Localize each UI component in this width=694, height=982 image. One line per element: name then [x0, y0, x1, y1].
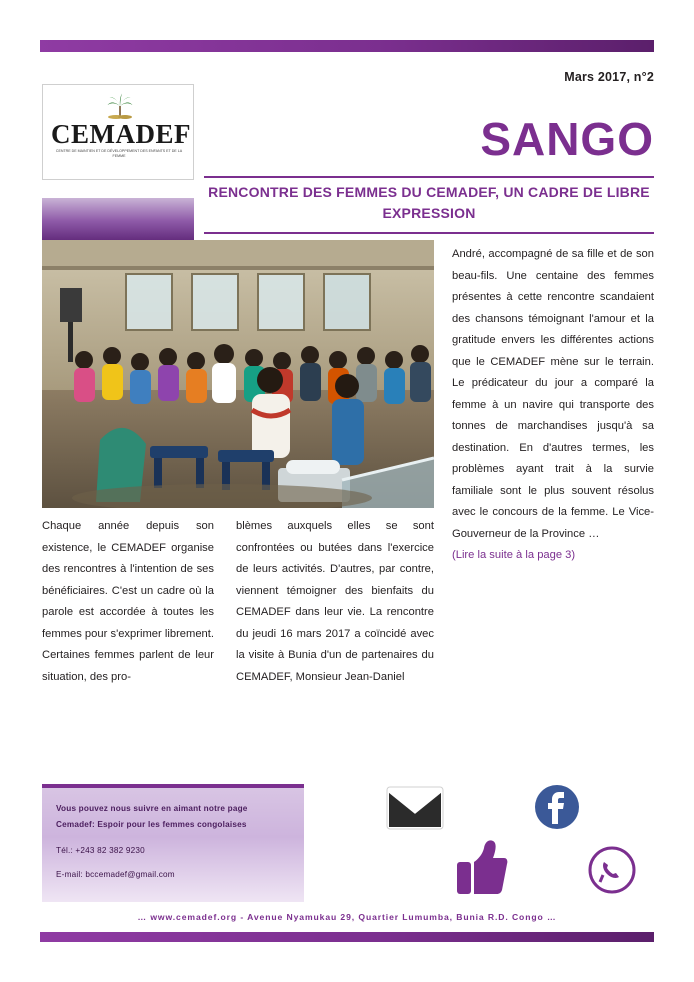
facebook-icon[interactable] [534, 784, 580, 830]
logo-artwork [43, 85, 194, 180]
follow-line-1: Vous pouvez nous suivre en aimant notre page [56, 804, 248, 813]
cemadef-logo [42, 84, 194, 180]
article-photo [42, 240, 434, 508]
phone-number: Tél.: +243 82 382 9230 [56, 846, 145, 855]
whatsapp-icon[interactable] [588, 846, 636, 894]
top-decorative-bar [40, 40, 654, 52]
contact-box-accent [42, 784, 304, 788]
article-column-1: Chaque année depuis son existence, le CEMADEF organise des rencontres à l'intention de ses bénéficiaires. C'est un cadre où la parole est accordée à toutes les femmes pour s'exprimer librement. Certaines femmes parlent de leur situation, des pro- [42, 520, 214, 683]
follow-line-2: Cemadef: Espoir pour les femmes congolaises [56, 820, 247, 829]
photo-illustration [42, 240, 434, 508]
logo-wordmark: CEMADEF [51, 119, 191, 149]
thumbs-up-icon[interactable] [456, 838, 508, 896]
email-address[interactable]: E-mail: bccemadef@gmail.com [56, 870, 175, 879]
continuation-link[interactable]: (Lire la suite à la page 3) [452, 549, 576, 561]
headline-rule-bottom [204, 232, 654, 234]
article-headline: RENCONTRE DES FEMMES DU CEMADEF, UN CADRE DE LIBRE EXPRESSION [208, 184, 650, 221]
logo-tagline: CENTRE DE MAINTIEN ET DE DÉVELOPPEMENT DES ENFANTS ET DE LA FEMME [55, 149, 183, 158]
article-column-3-text: André, accompagné de sa fille et de son beau-fils. Une centaine des femmes présentes à cette rencontre scandaient des chansons témoignant l'amour et la gratitude envers les différentes actions que le CEMADEF mène sur le terrain. Le prédicateur du jour a comparé la femme à un navire qui transporte des tonnes de marchandises jusqu'à sa destination. En d'autres termes, les problèmes ayant trait à la survie familiale sont le plus souvent résolus avec le concours de la femme. Le Vice-Gouverneur de la Province … [452, 248, 654, 540]
palm-tree-icon [105, 91, 135, 121]
article-column-2: blèmes auxquels elles se sont confrontées ou butées dans l'exercice de leurs activités. D'autres, par contre, viennent témoigner des bienfaits du CEMADEF dans leur vie. La rencontre du jeudi 16 mars 2017 a coïncidé avec la visite à Bunia d'un de partenaires du CEMADEF, Monsieur Jean-Daniel [236, 520, 434, 683]
masthead-title: SANGO [480, 113, 654, 165]
issue-label: Mars 2017, n°2 [564, 70, 654, 84]
bottom-decorative-bar [40, 932, 654, 942]
article-column-3 [452, 244, 654, 567]
footer-address: … www.cemadef.org - Avenue Nyamukau 29, Quartier Lumumba, Bunia R.D. Congo … [137, 912, 557, 922]
contact-box [42, 784, 304, 902]
headline-rule-top [204, 176, 654, 178]
gmail-icon[interactable] [386, 786, 444, 830]
